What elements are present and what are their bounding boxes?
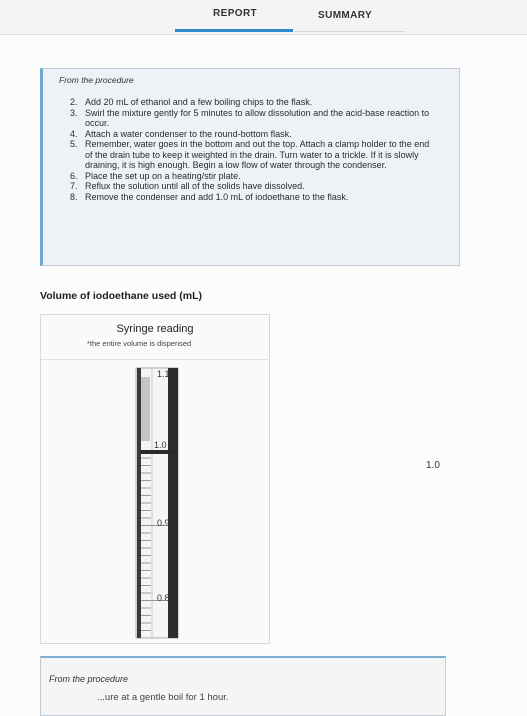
volume-value: 1.0 [426,460,440,471]
procedure-step-text: Add 20 mL of ethanol and a few boiling chips to the flask. [85,97,313,107]
procedure-title: From the procedure [59,75,134,85]
procedure-step-number: 5. [70,139,78,149]
procedure-step [43,108,430,129]
procedure-step-number: 2. [70,97,78,107]
procedure-step-text: Remove the condenser and add 1.0 mL of iodoethane to the flask. [85,191,349,202]
procedure-steps [43,97,430,202]
procedure-step-text: Attach a water condenser to the round-bottom flask. [85,128,292,139]
syringe-illustration [41,360,269,642]
tick-label-1-0: 1.0 [154,440,167,450]
tab-report[interactable]: REPORT [213,8,258,19]
procedure-panel [40,68,460,266]
procedure-step-partial: ...ure at a gentle boil for 1 hour. [97,692,229,703]
syringe-subtitle: *the entire volume is dispensed [87,339,192,348]
tab-divider [295,31,405,32]
tab-bar [0,0,527,35]
procedure-panel-2 [40,656,446,716]
procedure-step [43,139,430,171]
procedure-step [43,129,430,140]
procedure-step-text: Reflux the solution until all of the solids have dissolved. [85,181,305,191]
procedure-title-2: From the procedure [49,674,129,684]
procedure-step [43,171,430,182]
volume-label: Volume of iodoethane used (mL) [40,290,202,302]
procedure-step-text: Remember, water goes in the bottom and out the top. Attach a clamp holder to the end of the drain tube to keep it weighted in the drain. Turn water to a trickle. If it is slowly draining, it is high enough. Begin a low flow of water through the condenser. [85,139,430,170]
syringe-card [40,314,270,644]
syringe-header [41,315,269,360]
tick-label-0-9: 0.9 [157,518,170,528]
tick-label-0-8: 0.8 [157,593,170,603]
active-tab-indicator [175,29,293,32]
tick-label-1-1: 1.1 [157,369,170,379]
procedure-step [43,192,430,203]
procedure-step [43,181,430,192]
tab-summary[interactable]: SUMMARY [318,10,373,21]
procedure-step-number: 8. [70,191,78,202]
syringe-left-edge [137,368,141,638]
procedure-step-number: 3. [70,107,78,118]
procedure-step-text: Swirl the mixture gently for 5 minutes to allow dissolution and the acid-base reaction to occur. [85,107,430,128]
syringe-fill-level [141,450,178,454]
procedure-step [43,97,430,108]
syringe-title: Syringe reading [116,323,194,335]
procedure-step-text: Place the set up on a heating/stir plate. [85,170,241,181]
procedure-step-number: 4. [70,128,78,139]
procedure-step-number: 7. [70,181,78,191]
procedure-step-number: 6. [70,170,78,181]
